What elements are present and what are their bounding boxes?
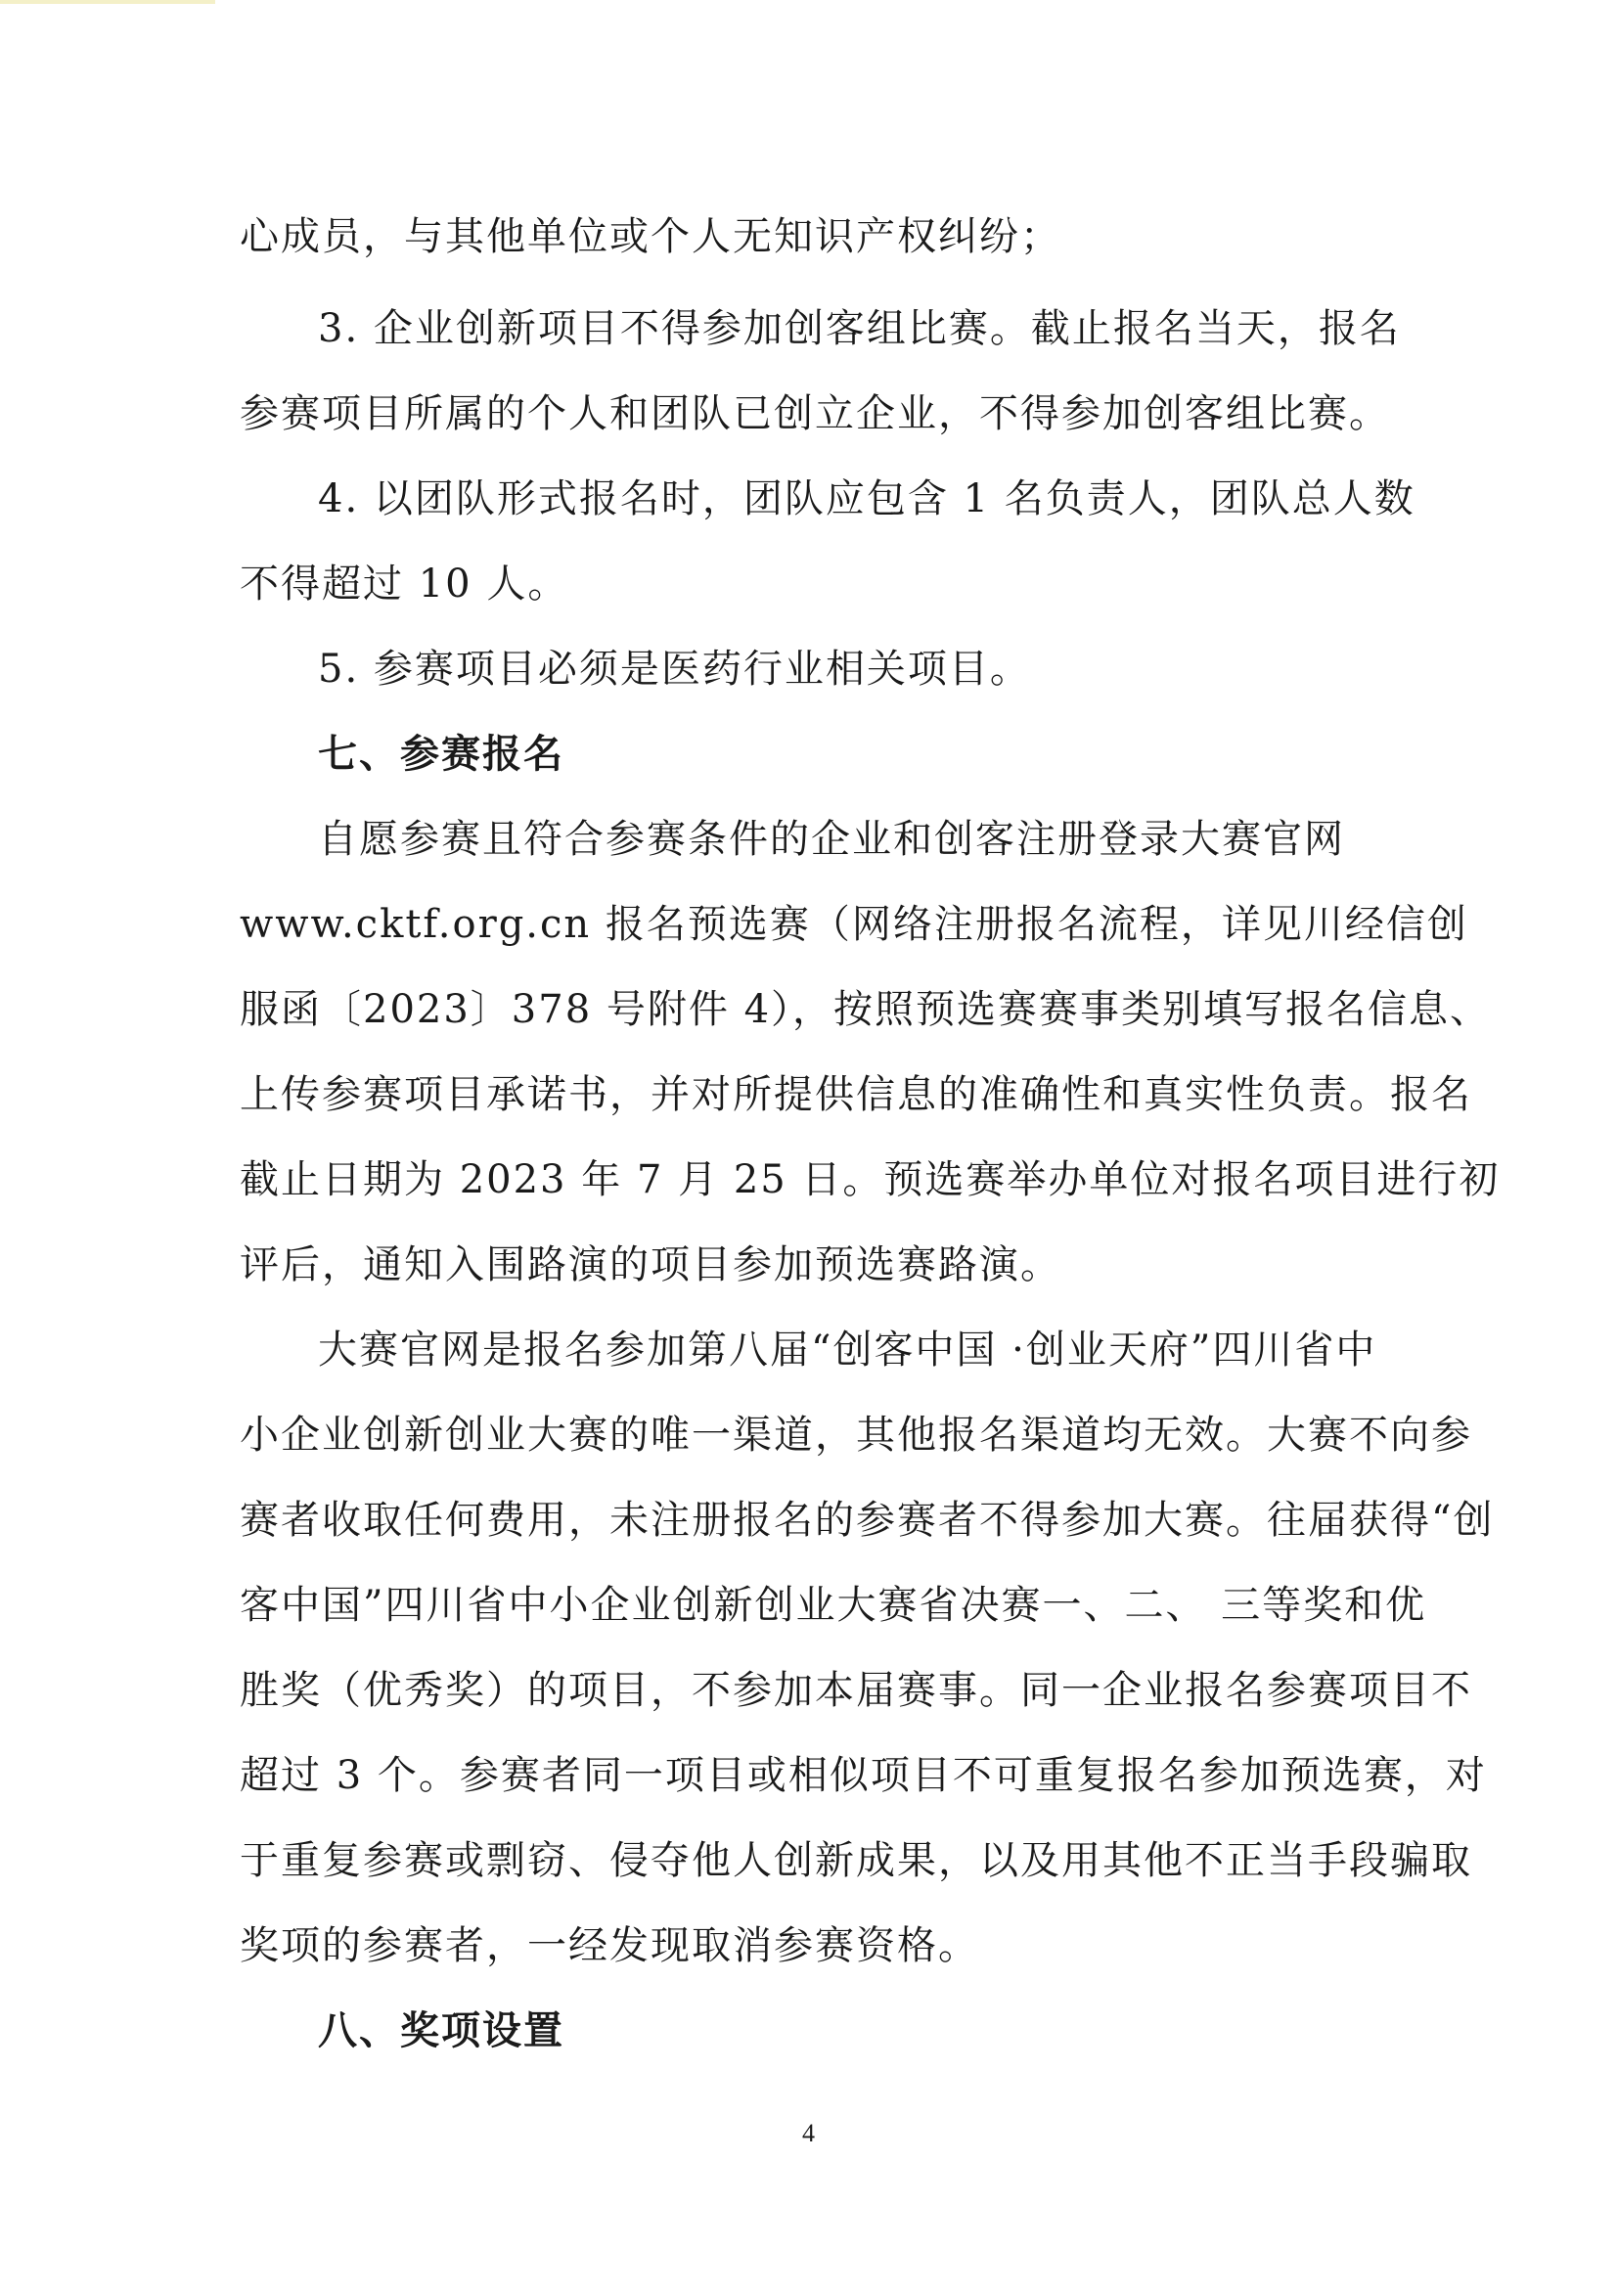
paragraph-registration-line-3: 服函〔2023〕378 号附件 4），按照预选赛赛事类别填写报名信息、 [240,987,1492,1032]
list-item-5: 5. 参赛项目必须是医药行业相关项目。 [318,647,1031,692]
paragraph-registration-line-5: 截止日期为 2023 年 7 月 25 日。预选赛举办单位对报名项目进行初 [240,1157,1501,1202]
scan-artifact [0,0,215,4]
paragraph-website-line-5: 胜奖（优秀奖）的项目，不参加本届赛事。同一企业报名参赛项目不 [240,1668,1472,1713]
list-item-4-line-2: 不得超过 10 人。 [240,562,569,607]
paragraph-registration-line-1: 自愿参赛且符合参赛条件的企业和创客注册登录大赛官网 [318,817,1345,862]
paragraph-website-line-2: 小企业创新创业大赛的唯一渠道，其他报名渠道均无效。大赛不向参 [240,1413,1472,1458]
paragraph-website-line-3: 赛者收取任何费用，未注册报名的参赛者不得参加大赛。往届获得“创 [240,1498,1495,1543]
list-item-4-line-1: 4. 以团队形式报名时，团队应包含 1 名负责人，团队总人数 [318,476,1415,521]
section-heading-8: 八、奖项设置 [318,2008,564,2053]
list-item-3-line-1: 3. 企业创新项目不得参加创客组比赛。截止报名当天，报名 [318,306,1401,351]
page-number: 4 [802,2119,815,2147]
paragraph-website-line-8: 奖项的参赛者，一经发现取消参赛资格。 [240,1923,979,1968]
section-heading-7: 七、参赛报名 [318,732,564,777]
paragraph-registration-line-4: 上传参赛项目承诺书，并对所提供信息的准确性和真实性负责。报名 [240,1072,1472,1117]
paragraph-line: 心成员，与其他单位或个人无知识产权纠纷； [240,214,1061,259]
paragraph-website-line-4: 客中国”四川省中小企业创新创业大赛省决赛一、二、 三等奖和优 [240,1583,1427,1628]
paragraph-registration-line-6: 评后，通知入围路演的项目参加预选赛路演。 [240,1242,1061,1287]
paragraph-website-line-6: 超过 3 个。参赛者同一项目或相似项目不可重复报名参加预选赛，对 [240,1753,1487,1798]
paragraph-registration-line-2: www.cktf.org.cn 报名预选赛（网络注册报名流程，详见川经信创 [240,902,1468,947]
list-item-3-line-2: 参赛项目所属的个人和团队已创立企业，不得参加创客组比赛。 [240,391,1390,436]
paragraph-website-line-7: 于重复参赛或剽窃、侵夺他人创新成果，以及用其他不正当手段骗取 [240,1838,1472,1883]
paragraph-website-line-1: 大赛官网是报名参加第八届“创客中国 ·创业天府”四川省中 [318,1328,1377,1373]
